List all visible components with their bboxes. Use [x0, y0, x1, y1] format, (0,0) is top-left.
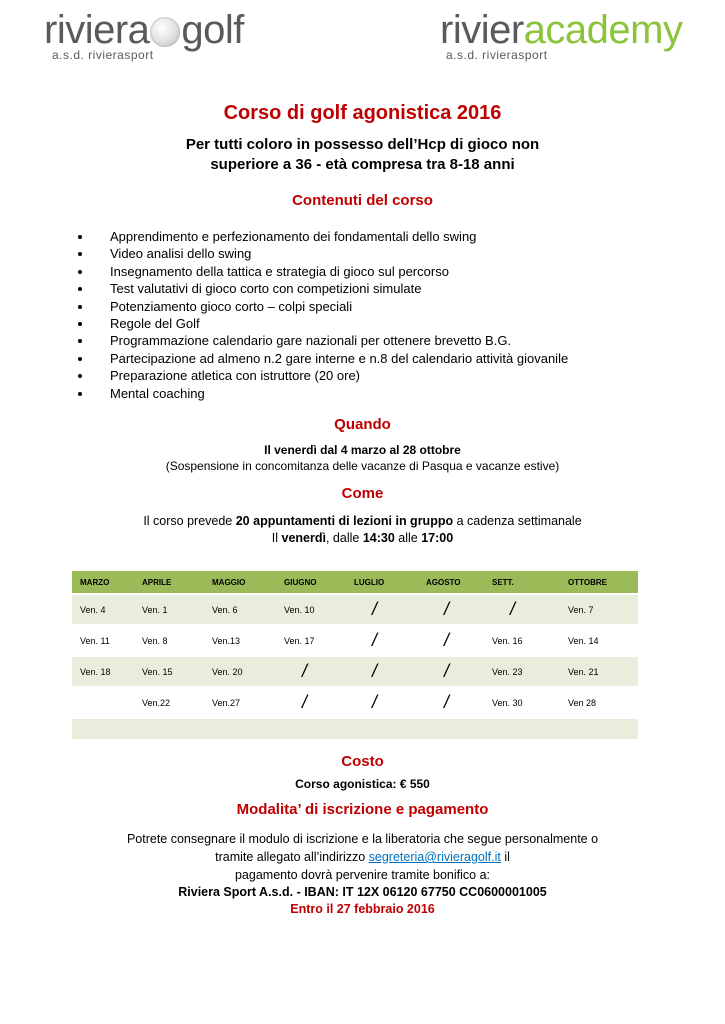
- come-heading: Come: [341, 485, 384, 502]
- page-title: Corso di golf agonistica 2016: [223, 102, 502, 124]
- logo-left-word2: golf: [181, 8, 244, 52]
- bullet-icon: [78, 392, 82, 396]
- list-item: Insegnamento della tattica e strategia di gioco sul percorso: [70, 263, 568, 280]
- modalita-iban: Riviera Sport A.s.d. - IBAN: IT 12X 06120 67750 CC0600001005: [178, 885, 547, 899]
- table-cell: Ven. 14: [560, 625, 638, 656]
- subtitle-line-1: Per tutti coloro in possesso dell’Hcp di gioco non: [185, 136, 540, 153]
- email-link[interactable]: segreteria@rivieragolf.it: [368, 850, 501, 864]
- table-cell: Ven. 30: [484, 687, 560, 718]
- table-cell: Ven. 4: [72, 594, 134, 625]
- table-cell: /: [276, 656, 346, 687]
- bullet-icon: [78, 270, 82, 274]
- table-cell: /: [418, 656, 484, 687]
- table-row: [72, 687, 638, 718]
- table-cell: Ven. 1: [134, 594, 204, 625]
- bullet-icon: [78, 339, 82, 343]
- table-cell: /: [418, 594, 484, 625]
- table-cell: Ven. 7: [560, 594, 638, 625]
- subtitle-line-2: superiore a 36 - età compresa tra 8-18 anni: [210, 156, 515, 173]
- riviera-academy-logo: [440, 8, 682, 62]
- list-item: Mental coaching: [70, 385, 568, 402]
- costo-price: Corso agonistica: € 550: [295, 777, 430, 791]
- table-cell: /: [418, 625, 484, 656]
- table-cell: [560, 718, 638, 739]
- bullet-icon: [78, 235, 82, 239]
- quando-heading: Quando: [334, 416, 391, 433]
- list-item: Video analisi dello swing: [70, 245, 568, 262]
- riviera-golf-logo: [44, 8, 244, 62]
- table-cell: Ven.13: [204, 625, 276, 656]
- page-subtitle: [0, 135, 725, 175]
- golf-ball-icon: [150, 17, 180, 47]
- column-header: MARZO: [72, 571, 134, 594]
- table-cell: [276, 718, 346, 739]
- list-item: Test valutativi di gioco corto con competizioni simulate: [70, 280, 568, 297]
- logo-left-word1: riviera: [44, 8, 150, 52]
- column-header: LUGLIO: [346, 571, 418, 594]
- table-cell: Ven. 20: [204, 656, 276, 687]
- modalita-line-2: tramite allegato all’indirizzo segreteria@rivieragolf.it il: [215, 850, 510, 864]
- logo-right-subtitle: a.s.d. rivierasport: [446, 48, 548, 62]
- table-row: [72, 625, 638, 656]
- table-cell: [484, 718, 560, 739]
- bullet-icon: [78, 322, 82, 326]
- bullet-icon: [78, 357, 82, 361]
- table-cell: /: [346, 687, 418, 718]
- table-cell: /: [346, 625, 418, 656]
- modalita-line-1: Potrete consegnare il modulo di iscrizione e la liberatoria che segue personalmente o: [126, 832, 599, 846]
- bullet-icon: [78, 287, 82, 291]
- table-cell: [72, 687, 134, 718]
- contenuti-heading: Contenuti del corso: [292, 192, 433, 209]
- list-item: Programmazione calendario gare nazionali per ottenere brevetto B.G.: [70, 332, 568, 349]
- column-header: OTTOBRE: [560, 571, 638, 594]
- come-line-1: Il corso prevede 20 appuntamenti di lezioni in gruppo a cadenza settimanale: [143, 514, 582, 528]
- table-cell: Ven. 18: [72, 656, 134, 687]
- table-cell: [134, 718, 204, 739]
- table-cell: Ven. 17: [276, 625, 346, 656]
- contenuti-list: [70, 228, 568, 402]
- column-header: AGOSTO: [418, 571, 484, 594]
- table-row: [72, 594, 638, 625]
- modalita-deadline: Entro il 27 febbraio 2016: [290, 902, 435, 916]
- quando-dates: Il venerdì dal 4 marzo al 28 ottobre: [264, 443, 461, 457]
- table-cell: /: [418, 687, 484, 718]
- modalita-line-3: pagamento dovrà pervenire tramite bonifico a:: [234, 868, 490, 882]
- logo-right-word-gray: rivier: [440, 8, 524, 52]
- list-item: Apprendimento e perfezionamento dei fondamentali dello swing: [70, 228, 568, 245]
- table-row: [72, 718, 638, 739]
- list-item: Preparazione atletica con istruttore (20 ore): [70, 367, 568, 384]
- bullet-icon: [78, 305, 82, 309]
- bullet-icon: [78, 252, 82, 256]
- list-item: Partecipazione ad almeno n.2 gare interne e n.8 del calendario attività giovanile: [70, 350, 568, 367]
- schedule-table: [72, 571, 638, 739]
- bullet-icon: [78, 374, 82, 378]
- table-cell: Ven. 8: [134, 625, 204, 656]
- table-cell: Ven. 15: [134, 656, 204, 687]
- column-header: MAGGIO: [204, 571, 276, 594]
- table-cell: Ven. 10: [276, 594, 346, 625]
- logo-right-word-green: academy: [523, 8, 683, 52]
- table-cell: /: [346, 656, 418, 687]
- list-item: Potenziamento gioco corto – colpi speciali: [70, 298, 568, 315]
- quando-note: (Sospensione in concomitanza delle vacanze di Pasqua e vacanze estive): [165, 459, 560, 473]
- table-cell: [346, 718, 418, 739]
- column-header: APRILE: [134, 571, 204, 594]
- table-row: [72, 656, 638, 687]
- table-cell: [204, 718, 276, 739]
- column-header: SETT.: [484, 571, 560, 594]
- table-header-row: [72, 571, 638, 594]
- table-cell: [72, 718, 134, 739]
- table-cell: Ven.22: [134, 687, 204, 718]
- costo-heading: Costo: [341, 753, 384, 770]
- table-cell: Ven. 6: [204, 594, 276, 625]
- column-header: GIUGNO: [276, 571, 346, 594]
- table-cell: Ven. 16: [484, 625, 560, 656]
- modalita-heading: Modalita’ di iscrizione e pagamento: [236, 801, 489, 818]
- table-cell: [418, 718, 484, 739]
- table-cell: /: [276, 687, 346, 718]
- table-cell: Ven. 21: [560, 656, 638, 687]
- table-cell: /: [484, 594, 560, 625]
- table-cell: Ven.27: [204, 687, 276, 718]
- list-item: Regole del Golf: [70, 315, 568, 332]
- table-cell: /: [346, 594, 418, 625]
- table-cell: Ven 28: [560, 687, 638, 718]
- table-cell: Ven. 23: [484, 656, 560, 687]
- logo-left-subtitle: a.s.d. rivierasport: [52, 48, 154, 62]
- come-line-2: Il venerdì, dalle 14:30 alle 17:00: [271, 531, 454, 545]
- table-cell: Ven. 11: [72, 625, 134, 656]
